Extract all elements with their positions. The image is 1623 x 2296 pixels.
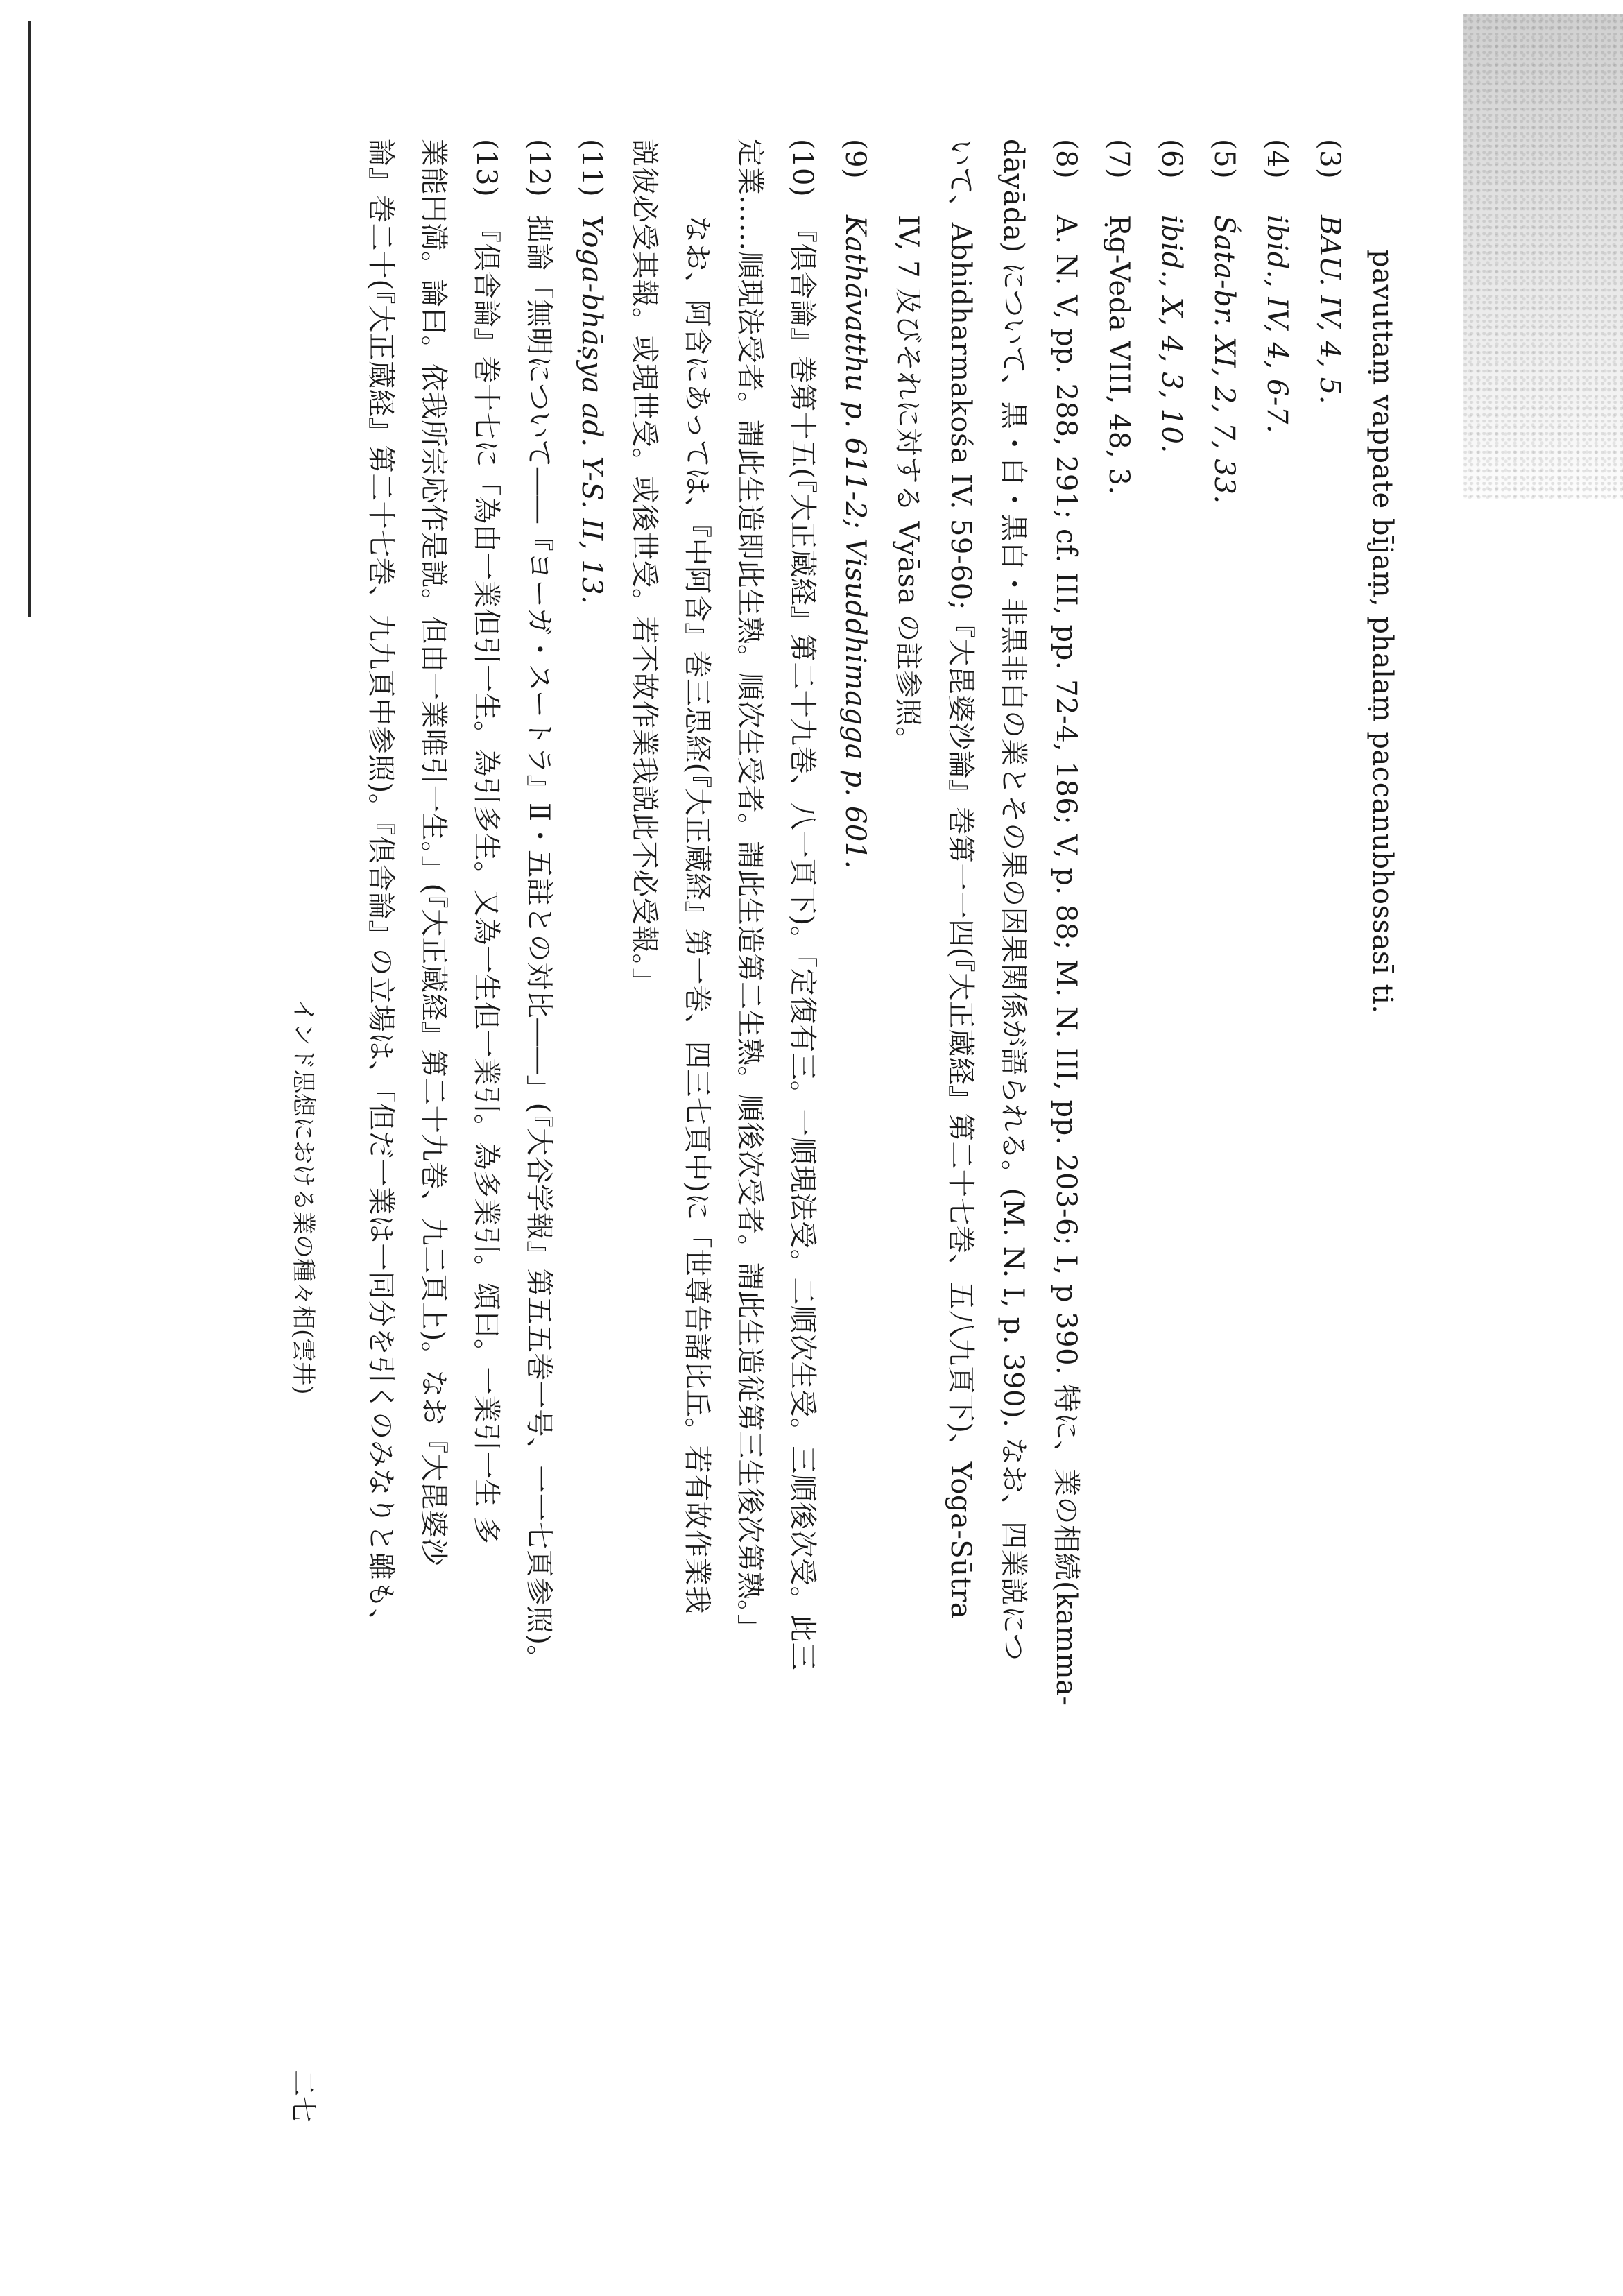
footnote-7 bbox=[1099, 139, 1137, 495]
footnote-7-number: (7) bbox=[1103, 139, 1135, 180]
footnote-13-line-3: 論』巻二十(『大正蔵経』第二十七巻、九九頁中参照)。『倶舎論』の立場は、「但だ一業は一同分を引くのみなりと雖も、 bbox=[365, 139, 397, 1637]
footnote-10-number: (10) bbox=[787, 139, 818, 198]
footnote-8-line-2: dāyāda) について、黒・白・黒白・非黒非白の業とその果の因果関係が語られる。(M. N. I, p. 390). なお、四業説につ bbox=[997, 139, 1029, 1661]
footnote-9-text: Kathāvatthu p. 611-2; Visuddhimagga p. 601. bbox=[839, 215, 871, 869]
footnote-10 bbox=[782, 139, 821, 1670]
footnote-12 bbox=[519, 139, 558, 1673]
footnote-10-line-2: 定業……順現法受者。謂此生造即此生熟。順次生受者。謂此生造第二生熟。順後次受者。謂此生造従第三生後次第熟。」 bbox=[734, 139, 766, 1642]
note-2-continuation: pavuttaṃ vappate bījaṃ, phalaṃ paccanubhossasī ti. bbox=[1366, 250, 1398, 1014]
footnote-12-text: 拙論「無明について――『ヨーガ・スートラ』Ⅱ・五註との対比――」(『大谷学報』第五五巻一号、一一七頁参照)。 bbox=[523, 215, 555, 1673]
footnote-3-number: (3) bbox=[1314, 139, 1346, 180]
footnote-6-text: ibid., X, 4, 3, 10. bbox=[1156, 215, 1187, 454]
footnote-10-line-3: なお、阿含にあっては、『中阿含』巻三思経(『大正蔵経』第一巻、四三七頁中)に「世尊告諸比丘。若有故作業我 bbox=[681, 215, 713, 1614]
footnote-11-text: Yoga-bhāṣya ad. Y-S. II, 13. bbox=[576, 215, 608, 605]
footnote-5-number: (5) bbox=[1208, 139, 1240, 180]
footnote-11-number: (11) bbox=[576, 139, 608, 198]
footnote-11 bbox=[572, 139, 610, 604]
footnote-10-line-4: 説彼必受其報。或現世受。或後世受。若不故作業我説此不必受報。」 bbox=[628, 139, 660, 996]
footnote-13-line-1: 『倶舎論』巻十七に「為由一業但引一生。為引多生。又為一生但一業引。為多業引。頌曰。一業引一生 多 bbox=[470, 215, 502, 1545]
footnote-4 bbox=[1257, 139, 1296, 434]
footnote-9 bbox=[835, 139, 874, 869]
footnote-7-text: Ṛg-Veda VIII, 48, 3. bbox=[1103, 215, 1135, 495]
footnote-3-text: BAU. IV, 4, 5. bbox=[1314, 215, 1346, 404]
footnote-13 bbox=[466, 139, 505, 1545]
footnote-4-number: (4) bbox=[1261, 139, 1293, 180]
footnote-5-text: Śata-br. XI, 2, 7, 33. bbox=[1208, 215, 1240, 504]
footnote-8-line-3: いて、Abhidharmakośa IV. 59-60;『大毘婆沙論』巻第一一四(『大正蔵経』第二十七巻、五八九頁下)、Yoga-Sūtra bbox=[945, 139, 977, 1620]
binding-rule bbox=[28, 21, 31, 617]
scan-noise bbox=[1463, 14, 1623, 499]
footnote-8-number: (8) bbox=[1050, 139, 1082, 180]
running-footer-title: インド思想における業の種々相(雲井) bbox=[289, 999, 317, 1395]
footnote-13-number: (13) bbox=[470, 139, 502, 198]
footnote-6-number: (6) bbox=[1156, 139, 1187, 180]
footnote-13-line-2: 業能円満。論曰。依我所宗応作是説。但由一業唯引一生。」(『大正蔵経』第二十九巻、九二頁上)。なお『大毘婆沙 bbox=[418, 139, 449, 1566]
footnote-3 bbox=[1309, 139, 1348, 404]
footnote-9-number: (9) bbox=[839, 139, 871, 180]
footnote-4-text: ibid., IV, 4, 6-7. bbox=[1261, 215, 1293, 434]
footnote-6 bbox=[1151, 139, 1190, 454]
footnote-10-line-1: 『倶舎論』巻第十五(『大正蔵経』第二十九巻、八一頁下)。「定復有三。一順現法受。二順次生受。三順後次受。此三 bbox=[787, 215, 818, 1671]
footnote-8 bbox=[1046, 139, 1085, 1706]
footnote-12-number: (12) bbox=[523, 139, 555, 198]
footnote-8-line-1: A. N. V, pp. 288, 291; cf. III, pp. 72-4, 186; V, p. 88; M. N. III, pp. 203-6; I, p 390. 特に、業の相続(kamma- bbox=[1050, 215, 1082, 1706]
footnote-5 bbox=[1204, 139, 1243, 504]
page-number: 二七 bbox=[288, 2069, 318, 2123]
footnotes-block bbox=[208, 139, 1415, 2150]
footnote-8-line-4: IV, 7 及びそれに対する Vyāsa の註参照。 bbox=[892, 215, 924, 755]
